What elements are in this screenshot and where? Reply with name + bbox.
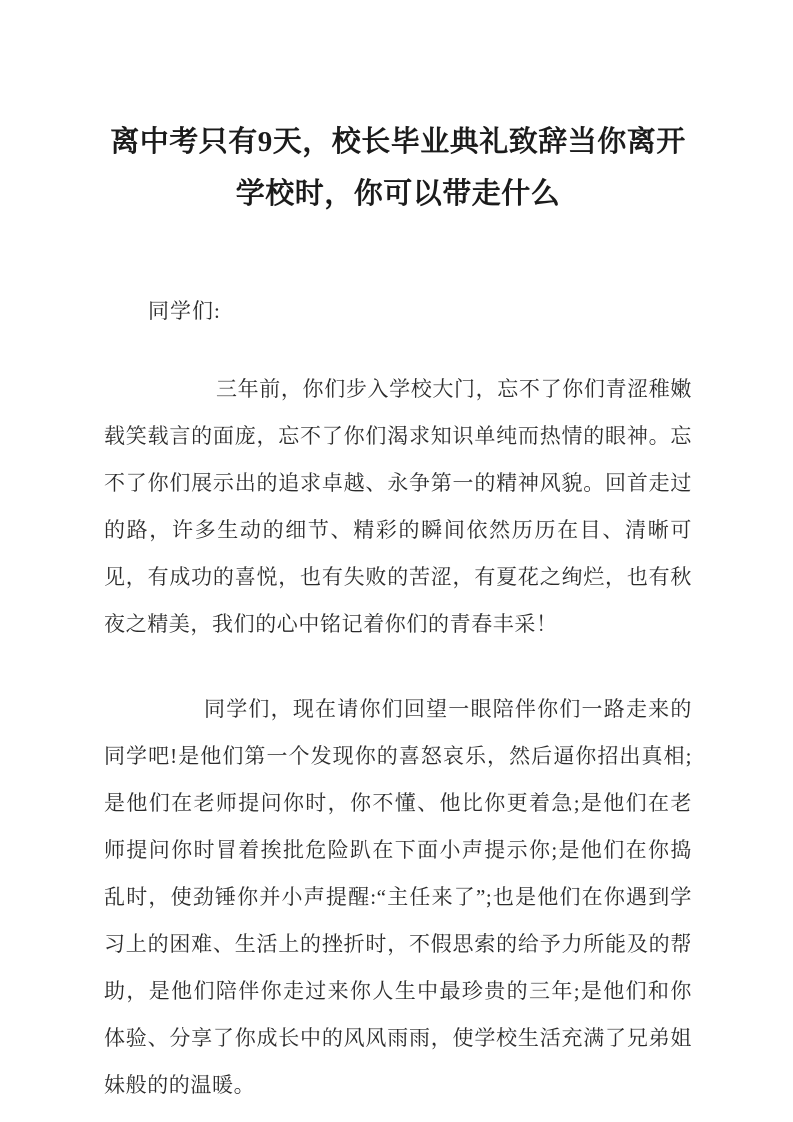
body-paragraph-2: 同学们，现在请你们回望一眼陪伴你们一路走来的同学吧!是他们第一个发现你的喜怒哀乐，然后逼你招出真相;是他们在老师提问你时，你不懂、他比你更着急;是他们在老师提问你时冒着挨批危险趴在下面小声提示你;是他们在你捣乱时，使劲锤你并小声提醒:“主任来了”;也是他们在你遇到学习上的困难、生活上的挫折时，不假思索的给予力所能及的帮助，是他们陪伴你走过来你人生中最珍贵的三年;是他们和你体验、分享了你成长中的风风雨雨，使学校生活充满了兄弟姐妹般的的温暖。 [104, 697, 692, 1097]
salutation: 同学们: [148, 299, 221, 323]
document-body [104, 0, 692, 1109]
document-title: 离中考只有9天，校长毕业典礼致辞当你离开学校时，你可以带走什么 [110, 126, 686, 210]
body-paragraph-1: 三年前，你们步入学校大门，忘不了你们青涩稚嫩载笑载言的面庞，忘不了你们渴求知识单纯而热情的眼神。忘不了你们展示出的追求卓越、永争第一的精神风貌。回首走过的路，许多生动的细节、精彩的瞬间依然历历在目、清晰可见，有成功的喜悦，也有失败的苦涩，有夏花之绚烂，也有秋夜之精美，我们的心中铭记着你们的青春丰采！ [104, 377, 692, 636]
